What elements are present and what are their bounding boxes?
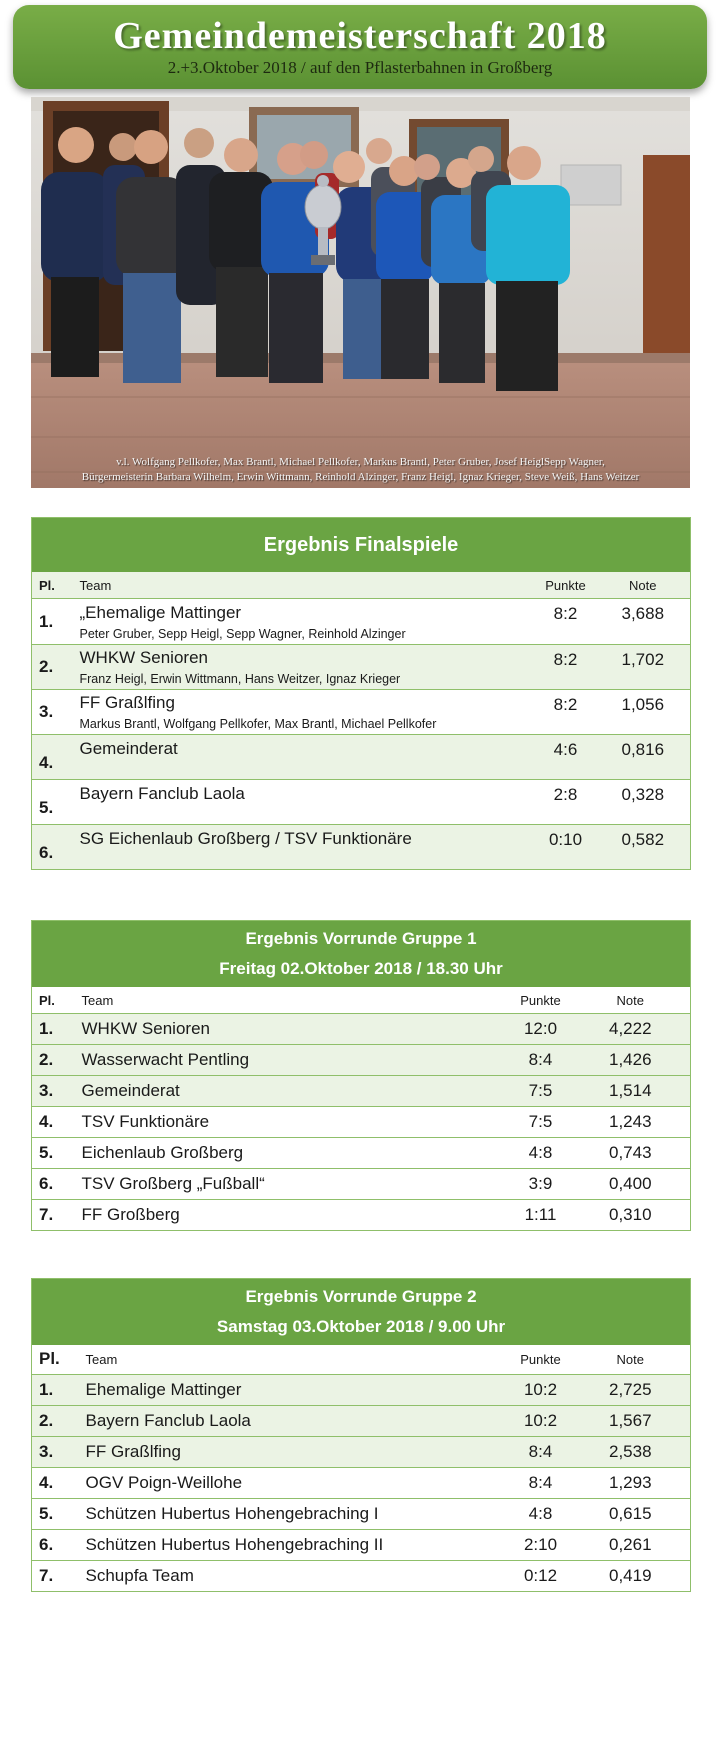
group2-title: Ergebnis Vorrunde Gruppe 2	[245, 1287, 477, 1306]
note: 3,688	[596, 599, 691, 645]
table-row	[32, 1467, 691, 1498]
group2-heading	[32, 1279, 691, 1346]
points: 10:2	[511, 1405, 571, 1436]
place: 3.	[32, 690, 78, 735]
table-row	[32, 1169, 691, 1200]
col-place-header: Pl.	[32, 572, 78, 599]
team-name: Eichenlaub Großberg	[80, 1138, 511, 1169]
team-cell	[78, 690, 536, 735]
group2-column-header	[32, 1345, 691, 1374]
group1-subtitle: Freitag 02.Oktober 2018 / 18.30 Uhr	[219, 959, 503, 978]
points: 0:12	[511, 1560, 571, 1591]
page-title: Gemeindemeisterschaft 2018	[113, 15, 607, 57]
table-row	[32, 690, 691, 735]
team-name: Gemeinderat	[80, 1076, 511, 1107]
group1-heading	[32, 921, 691, 988]
points: 10:2	[511, 1374, 571, 1405]
table-row	[32, 780, 691, 825]
table-row	[32, 825, 691, 870]
team-name: „Ehemalige Mattinger	[79, 602, 242, 622]
points: 3:9	[511, 1169, 571, 1200]
points: 4:8	[511, 1498, 571, 1529]
col-team-header: Team	[80, 987, 511, 1014]
place: 4.	[32, 1467, 84, 1498]
table-row	[32, 645, 691, 690]
note: 2,538	[571, 1436, 691, 1467]
place: 6.	[32, 825, 78, 870]
table-row	[32, 735, 691, 780]
table-row	[32, 1107, 691, 1138]
note: 4,222	[571, 1014, 691, 1045]
team-name: Gemeinderat	[79, 739, 178, 758]
table-row	[32, 1529, 691, 1560]
team-name: FF Großberg	[80, 1200, 511, 1231]
points: 8:2	[536, 690, 596, 735]
table-row	[32, 1014, 691, 1045]
points: 12:0	[511, 1014, 571, 1045]
note: 0,261	[571, 1529, 691, 1560]
col-points-header: Punkte	[536, 572, 596, 599]
group1-column-header	[32, 987, 691, 1014]
note: 0,419	[571, 1560, 691, 1591]
table-row	[32, 1138, 691, 1169]
team-cell	[78, 825, 536, 870]
team-cell	[78, 645, 536, 690]
points: 2:10	[511, 1529, 571, 1560]
team-name: Ehemalige Mattinger	[84, 1374, 511, 1405]
place: 2.	[32, 645, 78, 690]
place: 3.	[32, 1076, 80, 1107]
team-name: Bayern Fanclub Laola	[79, 784, 245, 803]
points: 8:4	[511, 1045, 571, 1076]
place: 6.	[32, 1529, 84, 1560]
note: 2,725	[571, 1374, 691, 1405]
team-name: Wasserwacht Pentling	[80, 1045, 511, 1076]
place: 1.	[32, 599, 78, 645]
note: 1,514	[571, 1076, 691, 1107]
note: 0,310	[571, 1200, 691, 1231]
team-name: Schupfa Team	[84, 1560, 511, 1591]
place: 5.	[32, 1138, 80, 1169]
photo-caption-line-1: v.l. Wolfgang Pellkofer, Max Brantl, Michael Pellkofer, Markus Brantl, Peter Gruber, Josef HeiglSepp Wagner,	[116, 456, 605, 468]
points: 8:4	[511, 1467, 571, 1498]
points: 7:5	[511, 1076, 571, 1107]
points: 8:2	[536, 645, 596, 690]
team-name: OGV Poign-Weillohe	[84, 1467, 511, 1498]
place: 6.	[32, 1169, 80, 1200]
table-row	[32, 1498, 691, 1529]
note: 0,816	[596, 735, 691, 780]
team-name: Schützen Hubertus Hohengebraching II	[84, 1529, 511, 1560]
points: 2:8	[536, 780, 596, 825]
team-name: TSV Funktionäre	[80, 1107, 511, 1138]
team-name: TSV Großberg „Fußball“	[80, 1169, 511, 1200]
group-photo	[31, 97, 690, 488]
note: 1,293	[571, 1467, 691, 1498]
points: 4:6	[536, 735, 596, 780]
team-members: Markus Brantl, Wolfgang Pellkofer, Max Brantl, Michael Pellkofer	[79, 717, 437, 731]
table-row	[32, 1405, 691, 1436]
col-place-header: Pl.	[32, 987, 80, 1014]
note: 0,328	[596, 780, 691, 825]
place: 5.	[32, 1498, 84, 1529]
place: 1.	[32, 1014, 80, 1045]
points: 8:2	[536, 599, 596, 645]
group1-title: Ergebnis Vorrunde Gruppe 1	[245, 929, 477, 948]
note: 0,582	[596, 825, 691, 870]
finals-table	[31, 517, 691, 870]
team-name: WHKW Senioren	[79, 648, 208, 667]
col-points-header: Punkte	[511, 987, 571, 1014]
col-note-header: Note	[571, 1345, 691, 1374]
col-place-header: Pl.	[32, 1345, 84, 1374]
note: 1,056	[596, 690, 691, 735]
table-row	[32, 1374, 691, 1405]
team-name: WHKW Senioren	[80, 1014, 511, 1045]
group2-subtitle: Samstag 03.Oktober 2018 / 9.00 Uhr	[216, 1317, 506, 1336]
place: 7.	[32, 1560, 84, 1591]
points: 7:5	[511, 1107, 571, 1138]
place: 7.	[32, 1200, 80, 1231]
place: 5.	[32, 780, 78, 825]
place: 3.	[32, 1436, 84, 1467]
note: 0,743	[571, 1138, 691, 1169]
team-name: Schützen Hubertus Hohengebraching I	[84, 1498, 511, 1529]
note: 1,243	[571, 1107, 691, 1138]
note: 1,426	[571, 1045, 691, 1076]
photo-caption	[31, 455, 690, 485]
team-cell	[78, 735, 536, 780]
finals-column-header	[32, 572, 691, 599]
group-photo-illustration	[31, 97, 690, 488]
team-name: FF Graßlfing	[84, 1436, 511, 1467]
page-subtitle: 2.+3.Oktober 2018 / auf den Pflasterbahnen in Großberg	[167, 58, 553, 77]
table-row	[32, 1436, 691, 1467]
points: 4:8	[511, 1138, 571, 1169]
team-members: Peter Gruber, Sepp Heigl, Sepp Wagner, Reinhold Alzinger	[79, 626, 406, 641]
note: 0,400	[571, 1169, 691, 1200]
place: 4.	[32, 735, 78, 780]
team-cell	[78, 599, 536, 645]
table-row	[32, 1076, 691, 1107]
group2-table	[31, 1278, 691, 1592]
col-team-header: Team	[84, 1345, 511, 1374]
group1-table	[31, 920, 691, 1231]
team-name: FF Graßlfing	[79, 693, 175, 712]
team-name: Bayern Fanclub Laola	[84, 1405, 511, 1436]
note: 0,615	[571, 1498, 691, 1529]
col-note-header: Note	[596, 572, 691, 599]
place: 4.	[32, 1107, 80, 1138]
team-name: SG Eichenlaub Großberg / TSV Funktionäre	[79, 829, 412, 848]
place: 2.	[32, 1405, 84, 1436]
note: 1,567	[571, 1405, 691, 1436]
photo-caption-line-2: Bürgermeisterin Barbara Wilhelm, Erwin Wittmann, Reinhold Alzinger, Franz Heigl, Ignaz Krieger, Steve Weiß, Hans Weitzer	[81, 471, 640, 483]
points: 0:10	[536, 825, 596, 870]
title-banner	[13, 5, 707, 89]
finals-title: Ergebnis Finalspiele	[32, 518, 691, 573]
table-row	[32, 1560, 691, 1591]
place: 2.	[32, 1045, 80, 1076]
note: 1,702	[596, 645, 691, 690]
points: 8:4	[511, 1436, 571, 1467]
team-members: Franz Heigl, Erwin Wittmann, Hans Weitzer, Ignaz Krieger	[79, 672, 401, 686]
table-row	[32, 1045, 691, 1076]
team-cell	[78, 780, 536, 825]
col-note-header: Note	[571, 987, 691, 1014]
col-team-header: Team	[78, 572, 536, 599]
col-points-header: Punkte	[511, 1345, 571, 1374]
points: 1:11	[511, 1200, 571, 1231]
table-row	[32, 599, 691, 645]
table-row	[32, 1200, 691, 1231]
place: 1.	[32, 1374, 84, 1405]
